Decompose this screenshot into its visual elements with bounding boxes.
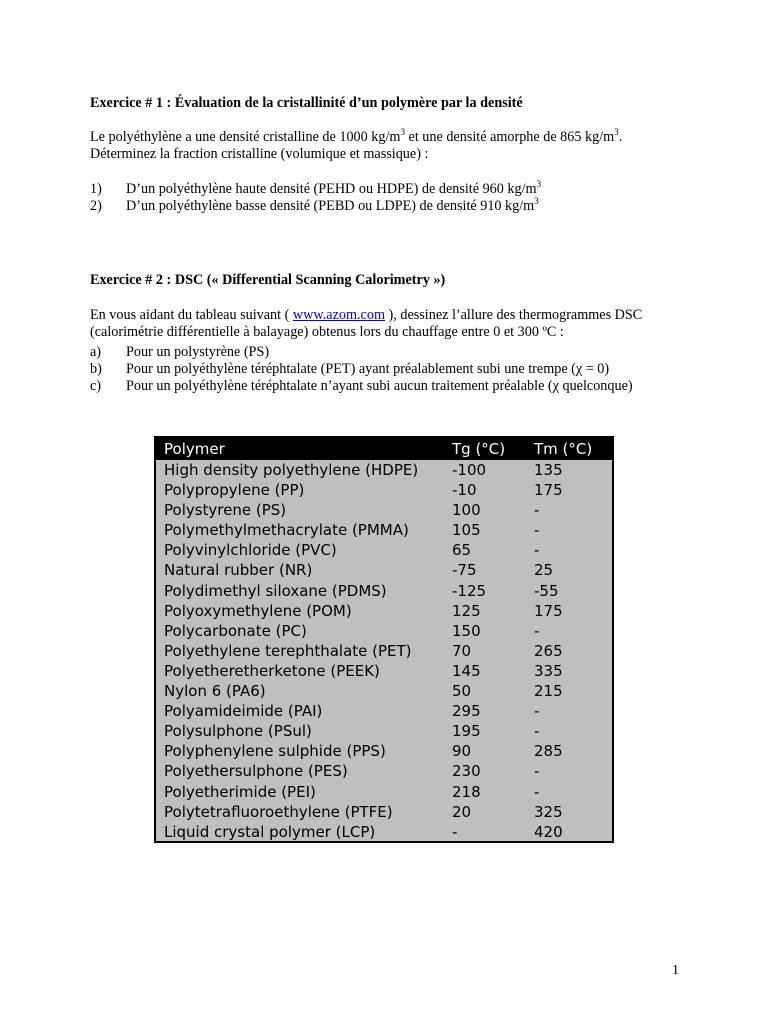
density-text-a: Le polyéthylène a une densité cristalline de 1000 kg/m [90,129,401,145]
page-number: 1 [672,963,679,978]
cell-tg: -100 [452,461,487,479]
item-letter: c) [90,378,102,394]
item-letter: b) [90,361,102,377]
cell-tg: 100 [452,501,481,520]
superscript: 3 [614,127,619,137]
cell-tm: - [534,521,540,540]
exercise-1-item [90,198,710,215]
cell-polymer: Polyvinylchloride (PVC) [164,541,337,560]
table-row [156,782,612,802]
cell-tm: - [534,722,540,741]
cell-tg: -125 [452,581,487,600]
table-row [156,641,612,661]
polymer-table [154,436,614,843]
cell-polymer: Polysulphone (PSul) [164,722,312,741]
cell-tm: - [534,621,540,640]
cell-polymer: Natural rubber (NR) [164,561,313,580]
cell-tg: 195 [452,722,481,741]
cell-polymer: Polypropylene (PP) [164,481,305,500]
cell-tm: - [534,702,540,721]
cell-polymer: Polycarbonate (PC) [164,621,307,640]
table-row [156,601,612,621]
item-number: 2) [90,198,102,214]
exercise-2-item [90,378,710,395]
item-text: Pour un polyéthylène téréphtalate n’ayant subi aucun traitement préalable (χ quelconque) [126,378,633,394]
cell-polymer: Polyethersulphone (PES) [164,762,348,781]
item-text [126,181,541,198]
exercise-2-intro [90,307,710,341]
density-text-b: et une densité amorphe de 865 kg/m [404,129,615,145]
cell-tm: - [534,762,540,781]
exercise-1-title: Exercice # 1 : Évaluation de la cristallinité d’un polymère par la densité [90,95,523,111]
table-body [156,460,612,842]
cell-polymer: Polyphenylene sulphide (PPS) [164,742,386,761]
cell-tg: 90 [452,742,472,761]
cell-tg: 150 [452,621,481,640]
item-body: D’un polyéthylène basse densité (PEBD ou LDPE) de densité 910 kg/m [126,198,535,214]
item-text [126,198,539,215]
cell-tg: 218 [452,782,481,801]
intro-line-2: Déterminez la fraction cristalline (volumique et massique) : [90,146,429,162]
table-row [156,761,612,781]
cell-polymer: Liquid crystal polymer (LCP) [164,822,376,841]
exercise-2-item [90,344,710,361]
cell-tg: 65 [452,541,472,560]
cell-tm: 175 [534,481,563,500]
table-row [156,621,612,641]
intro-line-1 [90,129,710,146]
cell-polymer: Polyethylene terephthalate (PET) [164,641,412,660]
table-header [156,438,612,460]
cell-polymer: Polystyrene (PS) [164,501,287,520]
cell-tm: -55 [534,581,559,600]
superscript: 3 [536,179,542,189]
cell-tg: 125 [452,601,481,620]
table-row [156,540,612,560]
cell-tg: 145 [452,661,481,680]
table-row [156,721,612,741]
intro-text-a: En vous aidant du tableau suivant ( [90,307,293,323]
table-row [156,681,612,701]
cell-tm: 285 [534,742,563,761]
cell-polymer: Polydimethyl siloxane (PDMS) [164,581,387,600]
item-text: Pour un polyéthylène téréphtalate (PET) ayant préalablement subi une trempe (χ = 0) [126,361,610,377]
cell-tm: 420 [534,822,563,841]
cell-tg: 50 [452,682,472,701]
cell-tm: - [534,782,540,801]
item-body: D’un polyéthylène haute densité (PEHD ou HDPE) de densité 960 kg/m [126,181,537,197]
table-row [156,661,612,681]
azom-link[interactable]: www.azom.com [292,307,385,323]
cell-polymer: Polyetherimide (PEI) [164,782,316,801]
cell-tm: 135 [534,461,563,479]
superscript: 3 [400,127,405,137]
cell-tg: -10 [452,481,477,500]
item-number: 1) [90,181,102,197]
exercise-1-item [90,181,710,198]
table-row [156,581,612,601]
cell-polymer: Polyamideimide (PAI) [164,702,323,721]
cell-tg: -75 [452,561,477,580]
table-row [156,741,612,761]
cell-tm: 335 [534,661,563,680]
cell-polymer: Nylon 6 (PA6) [164,682,266,701]
intro-line-1 [90,307,710,324]
cell-tm: 175 [534,601,563,620]
table-row [156,520,612,540]
header-tm: Tm (°C) [534,440,593,458]
exercise-2-title: Exercice # 2 : DSC (« Differential Scanning Calorimetry ») [90,272,446,288]
table-row [156,460,612,480]
table-row [156,500,612,520]
table-row [156,480,612,500]
header-tg: Tg (°C) [452,440,506,458]
exercise-1-intro [90,129,710,163]
cell-tg: - [452,822,458,841]
cell-polymer: High density polyethylene (HDPE) [164,461,419,479]
table-row [156,802,612,822]
exercise-2-item [90,361,710,378]
cell-tg: 70 [452,641,472,660]
cell-tm: 325 [534,802,563,821]
cell-tg: 295 [452,702,481,721]
table-row [156,701,612,721]
cell-tm: 215 [534,682,563,701]
cell-tm: - [534,541,540,560]
cell-tm: 265 [534,641,563,660]
header-polymer: Polymer [164,440,225,458]
cell-tm: 25 [534,561,554,580]
cell-polymer: Polytetrafluoroethylene (PTFE) [164,802,393,821]
table-row [156,560,612,580]
cell-tg: 230 [452,762,481,781]
item-letter: a) [90,344,102,360]
cell-polymer: Polymethylmethacrylate (PMMA) [164,521,409,540]
intro-line-2: (calorimétrie différentielle à balayage) obtenus lors du chauffage entre 0 et 300 ºC : [90,324,564,340]
cell-tg: 20 [452,802,472,821]
item-text: Pour un polystyrène (PS) [126,344,270,360]
intro-text-b: ), dessinez l’allure des thermogrammes DSC [384,307,643,323]
cell-tg: 105 [452,521,481,540]
superscript: 3 [534,196,539,206]
cell-polymer: Polyetheretherketone (PEEK) [164,661,380,680]
cell-tm: - [534,501,540,520]
table-row [156,822,612,842]
density-text-c: . [618,129,623,145]
cell-polymer: Polyoxymethylene (POM) [164,601,352,620]
